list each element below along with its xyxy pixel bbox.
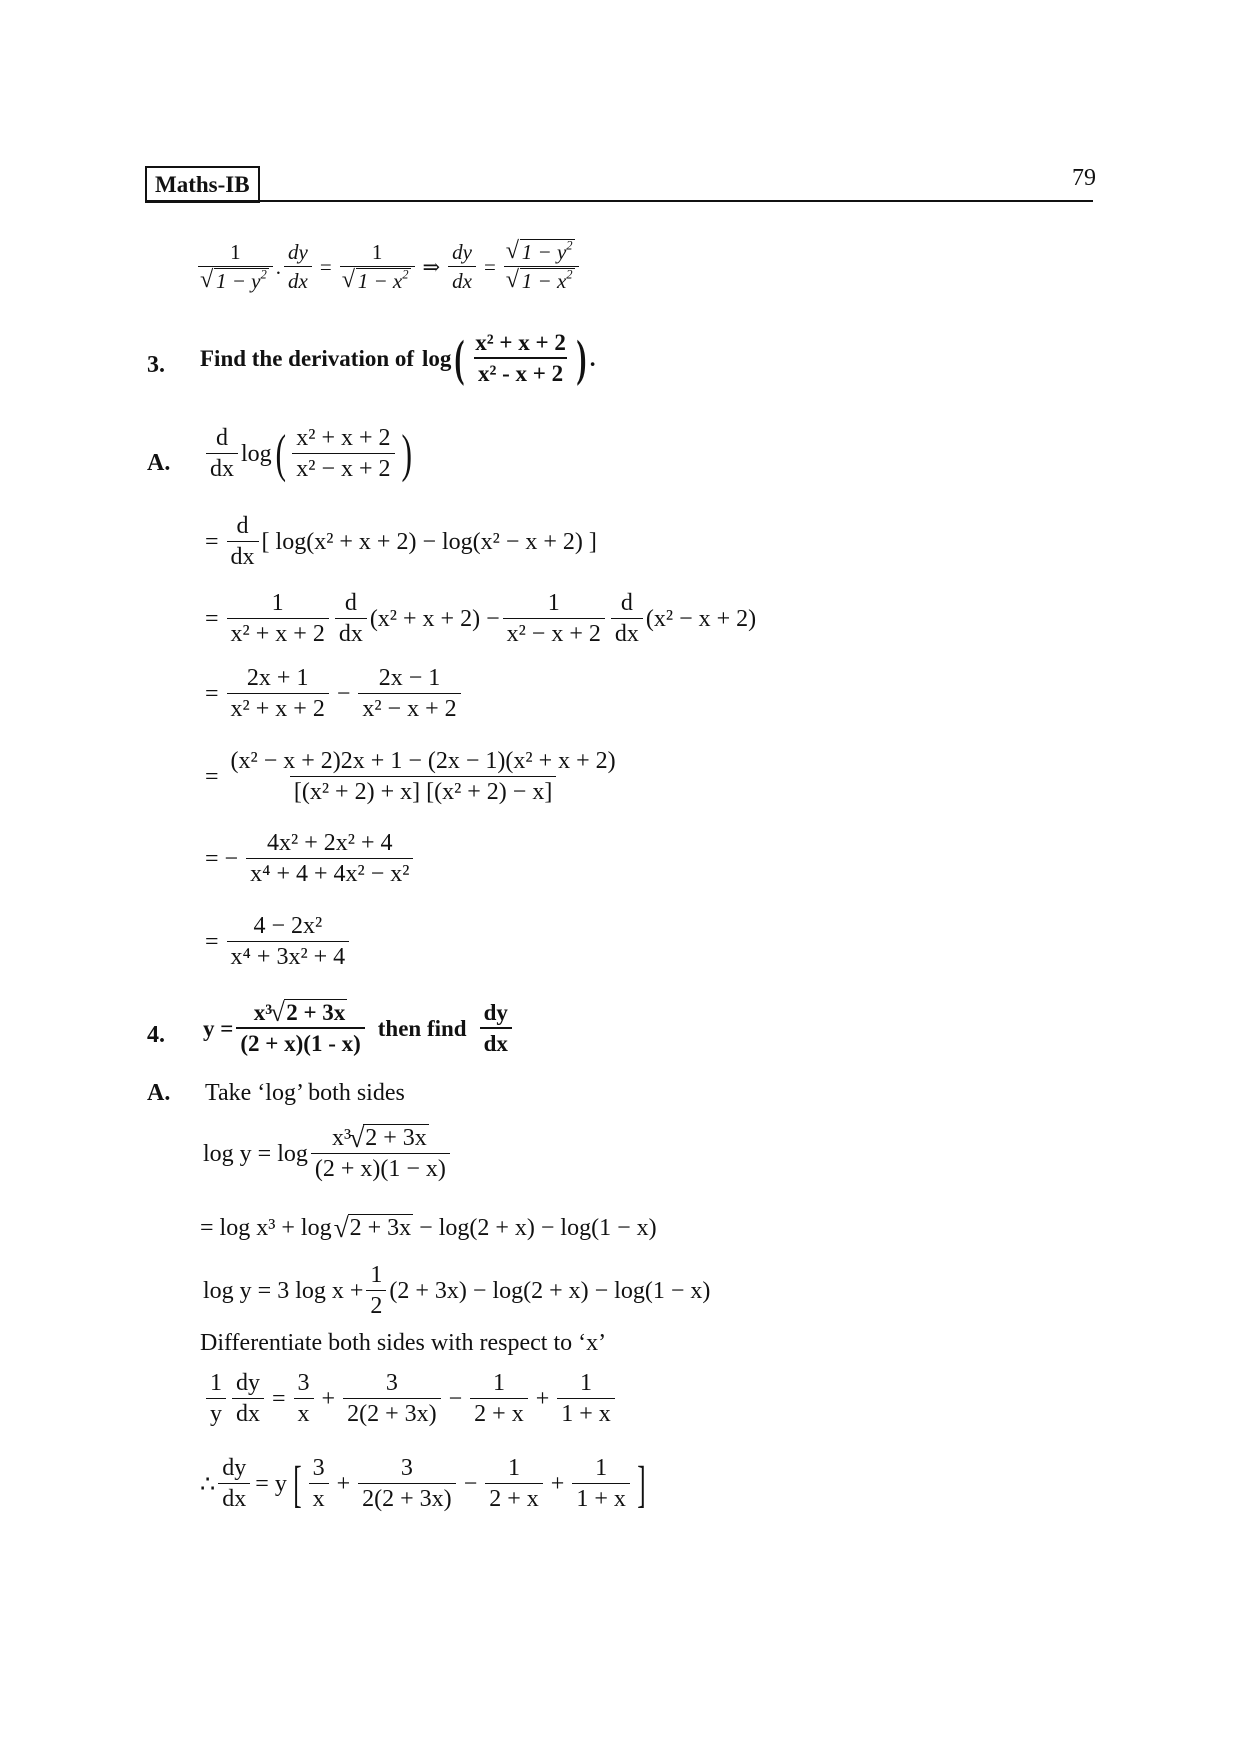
dy-dx-fraction: $\frac{dy}{dx}$ [284,240,312,294]
question-3-text: Find the derivation of log ( $\frac{\text{x² + x + 2}}{\text{x² - x + 2}}$ ) . [200,330,596,387]
fraction: $\frac{1}{y}$ [206,1370,226,1428]
step-3: = $\frac{2x + 1}{\text{x² + x + 2}}$ − $\frac{2x - 1}{\text{x² − x + 2}}$ [200,665,464,723]
step-4: = $\frac{\text{(x² − x + 2)2x + 1 − (2x − 1)(x² + x + 2)}}{\text{[(x² + 2) + x] [(x² + 2) − x]}}$ [200,748,623,806]
fraction: $\frac{1}{1 + x}$ [572,1455,630,1513]
fraction: $\frac{\text{(x² − x + 2)2x + 1 − (2x − 1)(x² + x + 2)}}{\text{[(x² + 2) + x] [(x² + 2) − x]}}$ [230,748,616,805]
fraction: $\frac{3}{2(2 + 3x)}$ [343,1370,441,1428]
q4-result: ∴ $\frac{dy}{dx}$ = y [ $\frac{3}{x}$ + $\frac{3}{2(2 + 3x)}$ − $\frac{1}{2 + x}$ + $\frac{1}{1 + x}$ ] [200,1455,646,1512]
question-number: 3. [147,352,165,378]
page-number: 79 [1072,165,1096,191]
fraction: $\frac{1}{2 + x}$ [485,1455,543,1513]
step-2: = $\frac{1}{\text{x² + x + 2}}$ $\frac{d}{dx}$ (x² + x + 2) − $\frac{1}{\text{x² − x + 2}}$ $\frac{d}{dx}$ (x² − x + 2) [205,590,757,647]
fraction: $\frac{2x + 1}{\text{x² + x + 2}}$ [227,665,329,723]
header-rule [145,200,1093,202]
subject-label: Maths-IB [145,166,260,203]
fraction: $\frac{2x - 1}{\text{x² − x + 2}}$ [358,665,460,723]
q4-line-2: = log x³ + log √ 2 + 3x − log(2 + x) − log(1 − x) [200,1215,657,1242]
answer-label: A. [147,450,171,476]
take-log-text: Take ‘log’ both sides [205,1080,405,1106]
d-dx-fraction: $\frac{d}{dx}$ [206,425,238,483]
fraction: $\frac{\text{x² + x + 2}}{\text{x² − x + 2}}$ [292,425,394,483]
fraction: $\frac{1}{2}$ [366,1262,386,1320]
fraction: $\frac{3}{x}$ [294,1370,314,1428]
fraction: $\frac{\text{4x² + 2x² + 4}}{\text{x⁴ + 4 + 4x² − x²}}$ [246,830,413,888]
d-dx-fraction: $\frac{d}{dx}$ [227,513,259,571]
fraction: $\frac{\text{x² + x + 2}}{\text{x² - x + 2}}$ [475,330,566,386]
question-4-text: y = $\frac{\text{x³√ 2 + 3x}}{(2 + x)(1 - x)}$ then find $\frac{dy}{dx}$ [203,1000,515,1057]
step-1: = $\frac{d}{dx}$ [ log(x² + x + 2) − log(x² − x + 2) ] [205,513,597,570]
fraction: 1 √ $1 - y^2$ [198,240,273,294]
q4-line-1: log y = log $\frac{\text{x³√ 2 + 3x}}{(2 + x)(1 - x)}$ [203,1125,453,1183]
dy-dx-fraction: $\frac{dy}{dx}$ [218,1455,250,1513]
d-dx-fraction: $\frac{d}{dx}$ [611,590,643,648]
fraction: $\frac{1}{\text{x² − x + 2}}$ [503,590,605,648]
fraction: √ $1 - y^2$ √ $1 - x^2$ [504,240,579,294]
q4-line-3: log y = 3 log x + $\frac{1}{2}$ (2 + 3x) − log(2 + x) − log(1 − x) [203,1262,711,1319]
answer-label: A. [147,1080,171,1106]
step-6: = $\frac{\text{4 − 2x²}}{\text{x⁴ + 3x² + 4}}$ [200,913,352,971]
step-0: $\frac{d}{dx}$ log ( $\frac{\text{x² + x + 2}}{\text{x² − x + 2}}$ ) [203,425,415,483]
dy-dx-fraction: $\frac{dy}{dx}$ [480,1000,512,1057]
top-equation: 1 √ $1 - y^2$ . $\frac{dy}{dx}$ = 1 √ $1 - x^2$ ⇒ $\frac{dy}{dx}$ = √ $1 - y^2$ √ $1 - x^2$ [195,240,582,294]
differentiate-text: Differentiate both sides with respect to ‘x’ [200,1330,607,1356]
fraction: $\frac{3}{x}$ [309,1455,329,1513]
fraction: $\frac{1}{\text{x² + x + 2}}$ [227,590,329,648]
fraction: $\frac{3}{2(2 + 3x)}$ [358,1455,456,1513]
fraction: $\frac{\text{x³√ 2 + 3x}}{(2 + x)(1 - x)}$ [236,1000,364,1057]
fraction: $\frac{\text{4 − 2x²}}{\text{x⁴ + 3x² + 4}}$ [227,913,350,971]
dy-dx-fraction: $\frac{dy}{dx}$ [232,1370,264,1428]
dy-dx-fraction: $\frac{dy}{dx}$ [448,240,476,294]
q4-derivative: $\frac{1}{y}$ $\frac{dy}{dx}$ = $\frac{3}{x}$ + $\frac{3}{2(2 + 3x)}$ − $\frac{1}{2 + x}$ + $\frac{1}{1 + x}$ [203,1370,618,1428]
d-dx-fraction: $\frac{d}{dx}$ [335,590,367,648]
question-number: 4. [147,1022,165,1048]
fraction: $\frac{1}{2 + x}$ [470,1370,528,1428]
fraction: $\frac{\text{x³√ 2 + 3x}}{(2 + x)(1 - x)}$ [311,1125,450,1183]
fraction: $\frac{1}{1 + x}$ [557,1370,615,1428]
fraction: 1 √ $1 - x^2$ [340,240,415,294]
step-5: = − $\frac{\text{4x² + 2x² + 4}}{\text{x⁴ + 4 + 4x² − x²}}$ [200,830,416,888]
